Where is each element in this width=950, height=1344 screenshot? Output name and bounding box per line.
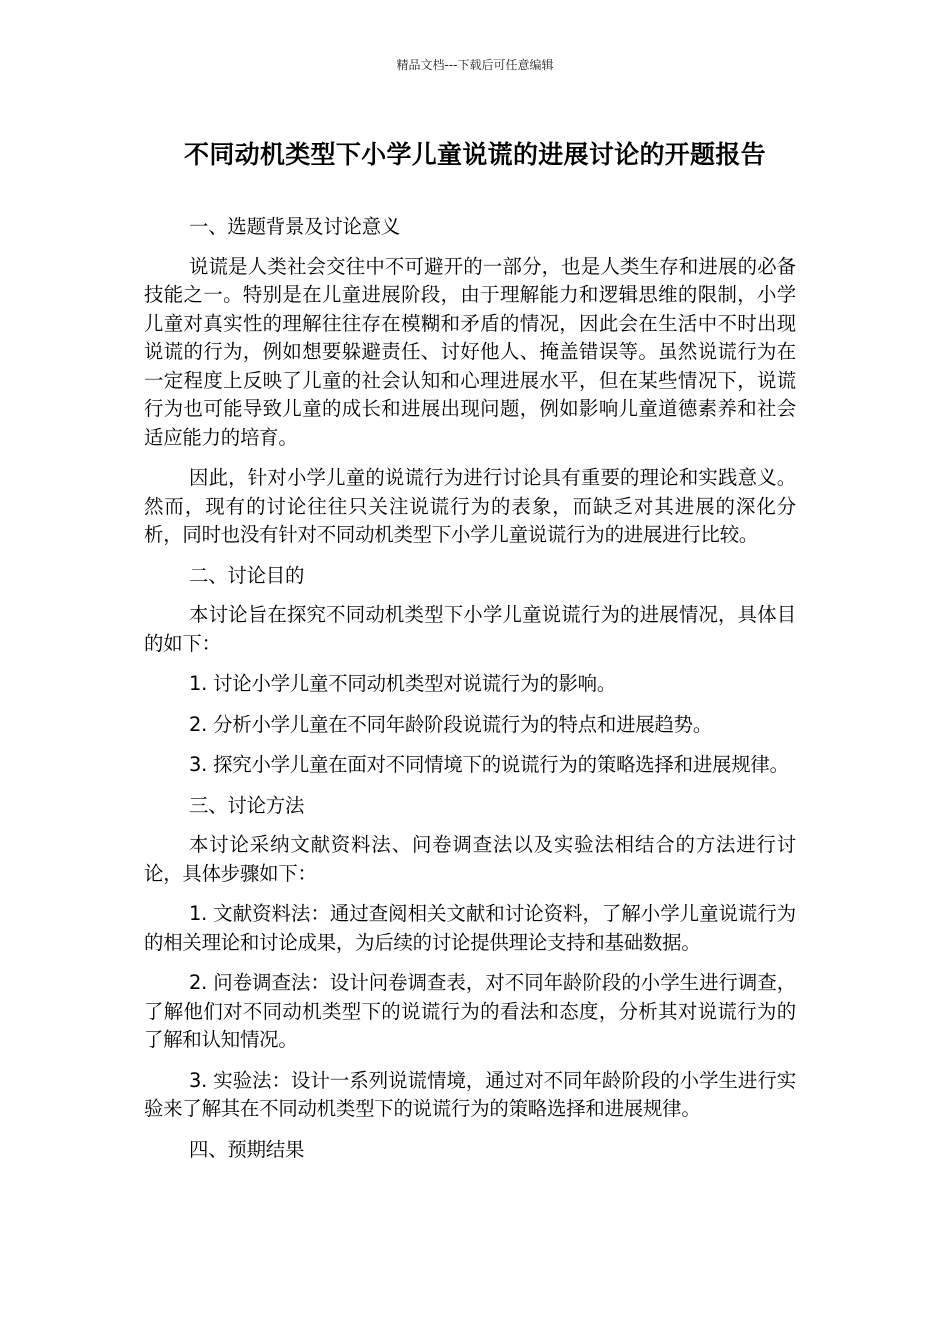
- document-body: [144, 213, 796, 1175]
- paragraph-purpose-intro: 本讨论旨在探究不同动机类型下小学儿童说谎行为的进展情况，具体目的如下：: [144, 603, 796, 655]
- paragraph-methods-intro: 本讨论采纳文献资料法、问卷调查法以及实验法相结合的方法进行讨论，具体步骤如下：: [144, 833, 796, 885]
- section-heading-background: 一、选题背景及讨论意义: [189, 215, 401, 238]
- section-heading-purpose: 二、讨论目的: [189, 563, 305, 587]
- list-item-method-2: 2. 问卷调查法：设计问卷调查表，对不同年龄阶段的小学生进行调查，了解他们对不同动机类型下的说谎行为的看法和态度，分析其对说谎行为的了解和认知情况。: [144, 971, 796, 1051]
- list-item-purpose-1: 1. 讨论小学儿童不同动机类型对说谎行为的影响。: [189, 672, 617, 695]
- list-item-purpose-2: 2. 分析小学儿童在不同年龄阶段说谎行为的特点和进展趋势。: [189, 712, 713, 736]
- section-heading-methods: 三、讨论方法: [189, 793, 305, 817]
- list-item-purpose-3: 3. 探究小学儿童在面对不同情境下的说谎行为的策略选择和进展规律。: [189, 753, 789, 776]
- paragraph-background: 说谎是人类社会交往中不可避开的一部分，也是人类生存和进展的必备技能之一。特别是在儿童进展阶段，由于理解能力和逻辑思维的限制，小学儿童对真实性的理解往往存在模糊和矛盾的情况，因此会在生活中不时出现说谎的行为，例如想要躲避责任、讨好他人、掩盖错误等。虽然说谎行为在一定程度上反映了儿童的社会认知和心理进展水平，但在某些情况下，说谎行为也可能导致儿童的成长和进展出现问题，例如影响儿童道德素养和社会适应能力的培育。: [144, 254, 796, 449]
- paragraph-significance: 因此，针对小学儿童的说谎行为进行讨论具有重要的理论和实践意义。然而，现有的讨论往往只关注说谎行为的表象，而缺乏对其进展的深化分析，同时也没有针对不同动机类型下小学儿童说谎行为的进展进行比较。: [144, 466, 796, 546]
- list-item-method-3: 3. 实验法：设计一系列说谎情境，通过对不同年龄阶段的小学生进行实验来了解其在不同动机类型下的说谎行为的策略选择和进展规律。: [144, 1068, 796, 1120]
- section-heading-expected-results: 四、预期结果: [189, 1137, 305, 1161]
- document-title: 不同动机类型下小学儿童说谎的进展讨论的开题报告: [184, 140, 766, 169]
- header-note: 精品文档---下载后可任意编辑: [396, 58, 554, 72]
- list-item-method-1: 1. 文献资料法：通过查阅相关文献和讨论资料，了解小学儿童说谎行为的相关理论和讨论成果，为后续的讨论提供理论支持和基础数据。: [144, 902, 796, 954]
